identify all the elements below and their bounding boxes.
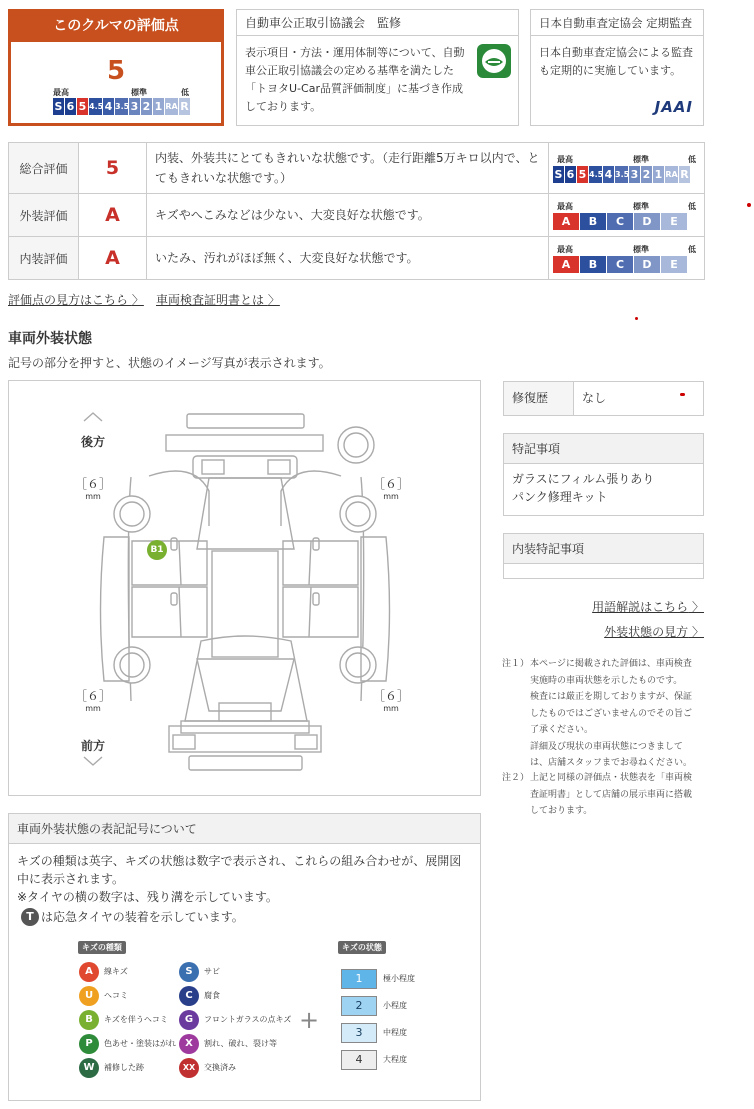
legend-top: 最高: [557, 201, 573, 211]
legend-low: 低: [688, 201, 696, 211]
spare-tire-icon: T: [21, 908, 39, 926]
damage-kind-label: ヘコミ: [104, 991, 128, 1000]
interior-special-title: 内装特記事項: [504, 534, 703, 564]
legend-top: 最高: [557, 154, 573, 164]
note-line: 詳細及び現状の車両状態につきまして: [530, 741, 683, 752]
damage-state-icon: 3: [341, 1023, 377, 1043]
tread-unit: mm: [383, 704, 399, 713]
scale-cell: 1: [654, 167, 663, 181]
scale-cell: 4: [604, 167, 613, 181]
scale-cell: S: [554, 167, 563, 181]
legend-mid: 標準: [633, 244, 649, 254]
chevron-right-icon: 〉: [131, 293, 144, 307]
plus-sign: +: [299, 1006, 320, 1034]
damage-kind-label: 腐食: [204, 991, 220, 1000]
note-line: は、店舗スタッフまでお尋ねください。: [530, 758, 693, 768]
scale-cell: RA: [665, 166, 678, 183]
eval-row-interior: [9, 237, 705, 280]
grade-cell: A: [553, 256, 579, 273]
eval-desc: いたみ、汚れがほぼ無く、大変良好な状態です。: [147, 237, 549, 280]
legend-top: 最高: [557, 244, 573, 254]
chevron-right-icon: 〉: [691, 625, 704, 639]
damage-kind-label: 色あせ・塗装はがれ: [104, 1039, 176, 1048]
jaai-logo: JAAI: [654, 98, 693, 116]
legend-low: 低: [181, 88, 189, 97]
note-line: したものではございませんのでその旨ご: [530, 708, 693, 719]
interior-special: [503, 533, 704, 579]
grade-cell: B: [580, 256, 606, 273]
damage-kind-icon: B: [79, 1010, 99, 1030]
scale-cell: 2: [642, 167, 651, 181]
legend-low: 低: [688, 244, 696, 254]
eval-value: 5: [79, 143, 147, 194]
damage-kind-icon: W: [79, 1058, 99, 1078]
note-2: [502, 770, 707, 820]
symbols-body-3: は応急タイヤの装着を示しています。: [41, 910, 244, 924]
link-label: 車両検査証明書とは: [156, 293, 265, 307]
repair-value: なし: [582, 391, 607, 405]
grade-cell: B: [580, 213, 606, 230]
tread-value: ６: [385, 477, 398, 491]
tread-value: ６: [385, 689, 398, 703]
grade-cell: A: [553, 213, 579, 230]
eval-row-overall: [9, 143, 705, 194]
grade-cell: C: [607, 213, 633, 230]
eval-label: 外装評価: [9, 194, 79, 237]
how-to-read-link[interactable]: [8, 291, 144, 308]
scale-cell: R: [680, 167, 689, 181]
damage-mark-b1[interactable]: B1: [147, 540, 167, 560]
link-label: 評価点の見方はこちら: [8, 293, 129, 307]
special-title: 特記事項: [504, 434, 703, 464]
note-line: 了承ください。: [530, 725, 594, 735]
eval-label: 総合評価: [9, 143, 79, 194]
how-to-view-link[interactable]: [604, 623, 704, 640]
tread-unit: mm: [85, 492, 101, 501]
grade-cell: D: [634, 256, 660, 273]
scale-cell: 2: [142, 100, 151, 113]
overall-score: 5: [106, 56, 126, 86]
symbols-body-2: ※タイヤの横の数字は、残り溝を示しています。: [17, 890, 278, 904]
eval-scale: [549, 143, 705, 194]
damage-state-icon: 1: [341, 969, 377, 989]
tread-rear-left: ［６］ mm: [75, 477, 112, 501]
eval-label: 内装評価: [9, 237, 79, 280]
eval-value: A: [79, 194, 147, 237]
rear-label: 後方: [81, 435, 106, 449]
note-line: 検査には厳正を期しておりますが、保証: [530, 692, 693, 702]
certificate-link[interactable]: [156, 291, 280, 308]
symbols-panel: [8, 813, 481, 1101]
link-label: 用語解説はこちら: [592, 600, 689, 614]
damage-kind-label: 線キズ: [104, 967, 128, 976]
scale-cell: 3.5: [615, 166, 628, 183]
damage-kind-label: 交換済み: [204, 1063, 236, 1072]
damage-state-icon: 4: [341, 1050, 377, 1070]
tread-rear-right: ［６］ mm: [373, 477, 410, 501]
scale-cell: 1: [154, 100, 163, 113]
fair-trade-title: 自動車公正取引協議会 監修: [237, 10, 518, 36]
scale-cell: 3: [130, 100, 139, 113]
chevron-right-icon: 〉: [267, 293, 280, 307]
scale-cell: 3: [630, 167, 639, 181]
glossary-link[interactable]: [592, 598, 704, 615]
scale-cell: 4.5: [589, 166, 602, 183]
damage-state-label: 中程度: [383, 1028, 407, 1037]
eval-desc: 内装、外装共にとてもきれいな状態です。（走行距離5万キロ以内で、とてもきれいな状態です。）: [147, 143, 549, 194]
note-1: [502, 656, 707, 772]
tread-front-left: ［６］ mm: [75, 689, 112, 713]
eval-value: A: [79, 237, 147, 280]
eval-scale: [549, 237, 705, 280]
fair-trade-panel: [236, 9, 519, 126]
special-line: ガラスにフィルム張りあり: [512, 472, 655, 486]
eval-row-exterior: [9, 194, 705, 237]
note-line: 査証明書」として店舗の展示車両に搭載: [530, 789, 693, 800]
scale-cell: 3.5: [115, 98, 128, 115]
damage-kind-label: 補修した跡: [104, 1063, 144, 1072]
legend-mid: 標準: [633, 201, 649, 211]
tread-value: ６: [87, 477, 100, 491]
grade-scale: [553, 213, 700, 230]
damage-kind-icon: X: [179, 1034, 199, 1054]
note-label: 注１）: [502, 659, 530, 669]
fair-trade-body: 表示項目・方法・運用体制等について、自動車公正取引協議会の定める基準を満たした「トヨタU-Car品質評価制度」に基づき作成しております。: [245, 46, 465, 113]
symbols-body-1: キズの種類は英字、キズの状態は数字で表示され、これらの組み合わせが、展開図中に表示されます。: [17, 854, 462, 886]
tread-value: ６: [87, 689, 100, 703]
damage-state-label: 極小程度: [383, 974, 415, 983]
repair-history: [503, 381, 704, 416]
grade-cell: C: [607, 256, 633, 273]
red-dot: [680, 393, 685, 396]
damage-kind-icon: U: [79, 986, 99, 1006]
exterior-subtext: 記号の部分を押すと、状態のイメージ写真が表示されます。: [8, 356, 331, 370]
grade-scale: [553, 256, 700, 273]
scale-cell: 6: [566, 167, 575, 181]
repair-label: 修復歴: [504, 382, 574, 415]
damage-kind-icon: G: [179, 1010, 199, 1030]
note-line: 実施時の車両状態を示したものです。: [530, 675, 683, 686]
grade-cell: D: [634, 213, 660, 230]
link-label: 外装状態の見方: [604, 625, 689, 639]
scale-cell: 5: [78, 100, 87, 113]
handshake-logo-icon: [477, 44, 511, 78]
damage-kind-icon: S: [179, 962, 199, 982]
scale-cell: 6: [66, 100, 75, 113]
red-dot: [747, 203, 751, 207]
damage-kind-icon: XX: [179, 1058, 199, 1078]
note-label: 注２）: [502, 773, 530, 783]
legend-top: 最高: [53, 88, 69, 97]
damage-state-label: 大程度: [383, 1055, 407, 1064]
scale-cell: S: [54, 100, 63, 113]
exterior-heading: 車両外装状態: [8, 331, 92, 347]
scale-cell: R: [180, 100, 189, 113]
symbols-title: 車両外装状態の表記記号について: [9, 814, 480, 844]
jaai-panel: [530, 9, 704, 126]
damage-state-icon: 2: [341, 996, 377, 1016]
chevron-right-icon: 〉: [691, 600, 704, 614]
tread-unit: mm: [383, 492, 399, 501]
special-line: パンク修理キット: [512, 490, 608, 504]
car-outline: [9, 381, 482, 797]
red-dot: [635, 317, 638, 320]
scale-cell: 4: [104, 100, 113, 113]
scale-cell: RA: [165, 98, 178, 115]
score-scale: [53, 98, 190, 115]
damage-state-label: 小程度: [383, 1001, 407, 1010]
car-diagram: [8, 380, 481, 796]
tread-front-right: ［６］ mm: [373, 689, 410, 713]
scale-cell: 5: [578, 167, 587, 181]
jaai-title: 日本自動車査定協会 定期監査: [531, 10, 703, 36]
tread-unit: mm: [85, 704, 101, 713]
damage-kind-label: 割れ、破れ、裂け等: [204, 1039, 277, 1048]
evaluation-table: [8, 142, 705, 280]
damage-kind-label: フロントガラスの点キズ: [204, 1015, 292, 1024]
note-line: 本ページに掲載された評価は、車両検査: [530, 659, 692, 669]
front-label: 前方: [81, 739, 106, 753]
legend-low: 低: [688, 154, 696, 164]
note-line: しております。: [530, 806, 593, 816]
eval-scale: [549, 194, 705, 237]
jaai-body: 日本自動車査定協会による監査も定期的に実施しています。: [539, 46, 693, 77]
damage-kind-label: キズを伴うヘコミ: [104, 1015, 168, 1024]
eval-desc: キズやへこみなどは少ない、大変良好な状態です。: [147, 194, 549, 237]
legend-mid: 標準: [131, 88, 147, 97]
score-scale: [553, 166, 700, 183]
grade-cell: E: [661, 256, 687, 273]
damage-kind-label: サビ: [204, 967, 220, 976]
score-card-title: このクルマの評価点: [11, 12, 221, 42]
grade-cell: E: [661, 213, 687, 230]
damage-kind-icon: C: [179, 986, 199, 1006]
scale-cell: 4.5: [89, 98, 102, 115]
score-card: [8, 9, 224, 126]
damage-kind-icon: P: [79, 1034, 99, 1054]
note-line: 上記と同様の評価点・状態表を「車両検: [530, 773, 693, 783]
states-title: キズの状態: [338, 941, 386, 954]
special-notes: [503, 433, 704, 516]
kinds-title: キズの種類: [78, 941, 126, 954]
damage-kind-icon: A: [79, 962, 99, 982]
legend-mid: 標準: [633, 154, 649, 164]
